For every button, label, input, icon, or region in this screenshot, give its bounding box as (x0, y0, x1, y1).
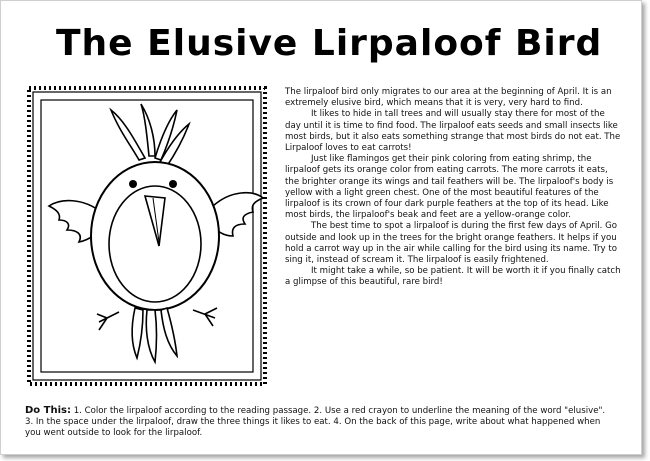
passage-paragraph: The lirpaloof bird only migrates to our area at the beginning of April. It is an extremely elusive bird, which means that it is very, very hard to find. (285, 87, 612, 109)
passage-paragraph: Just like flamingos get their pink coloring from eating shrimp, the lirpaloof gets its orange color from eating carrots. The more carrots it eats, the brighter orange its wings and tail feathers will be. The lirpaloof's body is yellow with a light green chest. One of the most beautiful features of the lirpaloof is its crown of four dark purple feathers at the top of its head. Like most birds, the lirpaloof's beak and feet are a yellow-orange color. (285, 154, 614, 221)
do-this-label: Do This: (25, 405, 71, 416)
bird-illustration-frame (27, 86, 267, 386)
directions-text: 1. Color the lirpaloof according to the reading passage. 2. Use a red crayon to underline the meaning of the word "elusive". 3. In the space under the lirpaloof, draw the three things it likes to eat. 4. On the back of this page, write about what happened when you went outside to look for the lirpaloof. (25, 406, 606, 439)
bird-body (91, 162, 219, 310)
tail-feathers (132, 308, 177, 362)
passage-paragraph: The best time to spot a lirpaloof is during the first few days of April. Go outside and look up in the trees for the bright orange feathers. It helps if you hold a carrot way up in the air while calling for the bird using its name. Try to sing it, instead of scream it. The lirpaloof is easily frightened. (285, 221, 618, 266)
crown-feathers (111, 104, 189, 166)
passage-paragraph: It likes to hide in tall trees and will usually stay there for most of the day until it is time to find food. The lirpaloof eats seeds and small insects like most birds, but it also eats something strange that most birds do not eat. The Lirpaloof loves to eat carrots! (285, 109, 621, 154)
page-title: The Elusive Lirpaloof Bird (56, 23, 603, 64)
reading-passage (285, 87, 622, 289)
passage-paragraph: It might take a while, so be patient. It will be worth it if you finally catch a glimpse of this beautiful, rare bird! (285, 266, 621, 288)
directions (25, 405, 615, 440)
lirpaloof-bird-icon (27, 86, 267, 386)
